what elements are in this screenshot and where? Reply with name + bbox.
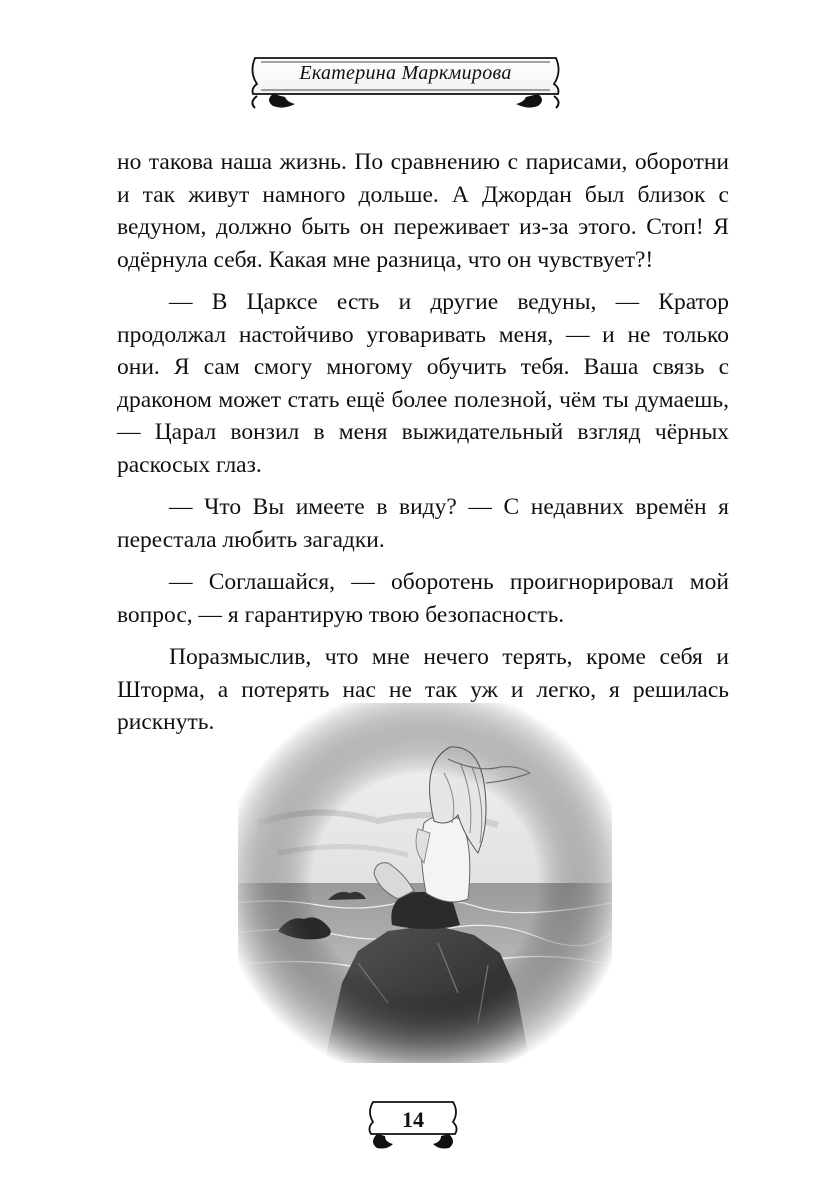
page-number-banner	[363, 1096, 463, 1156]
paragraph: но такова наша жизнь. По сравнению с парисами, оборотни и так живут намного дольше. А Джордан был близок с ведуном, должно быть он переживает из-за этого. Стоп! Я одёрнула себя. Какая мне разница, что он чувствует?!	[117, 149, 729, 273]
scroll-banner-ornament	[243, 50, 568, 120]
page-body-text	[117, 146, 729, 739]
paragraph: — Соглашайся, — оборотень проигнорировал мой вопрос, — я гарантирую твою безопасность.	[117, 569, 729, 628]
paragraph: — Что Вы имеете в виду? — С недавних времён я перестала любить загадки.	[117, 494, 729, 553]
author-name: Екатерина Маркмирова	[299, 62, 512, 84]
paragraph: Поразмыслив, что мне нечего терять, кроме себя и Шторма, а потерять нас не так уж и легко, я решилась рискнуть.	[117, 644, 729, 735]
illustration-girl-on-rock	[238, 703, 612, 1063]
paragraph: — В Царксе есть и другие ведуны, — Кратор продолжал настойчиво уговаривать меня, — и не только они. Я сам смогу многому обучить тебя. Ваша связь с драконом может стать ещё более полезной, чём ты думаешь, — Царал вонзил в меня выжидательный взгляд чёрных раскосых глаз.	[117, 289, 729, 478]
page-number: 14	[402, 1107, 424, 1132]
header-banner	[243, 50, 568, 120]
